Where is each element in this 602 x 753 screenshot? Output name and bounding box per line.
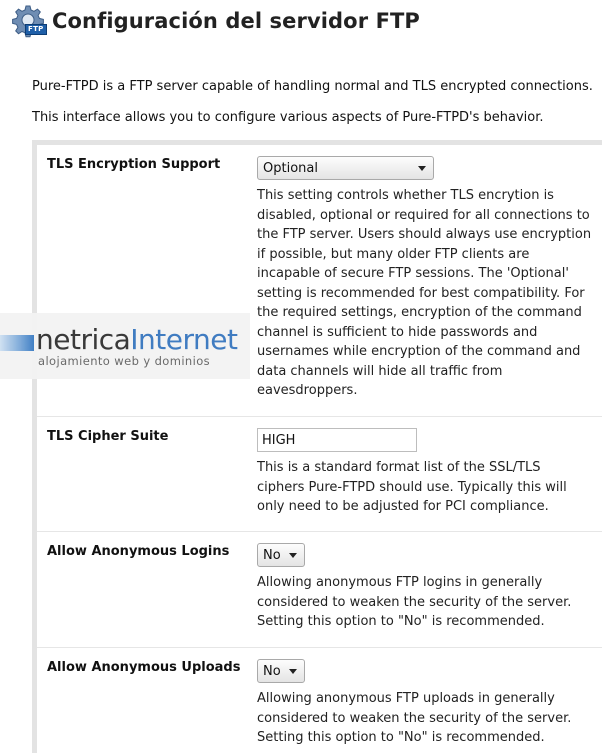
tls-encryption-select-wrap bbox=[257, 156, 434, 180]
setting-description: This is a standard format list of the SSL/TLS ciphers Pure-FTPD should use. Typically this will only need to be adjusted for PCI compliance. bbox=[257, 460, 567, 514]
tls-cipher-input[interactable] bbox=[257, 428, 417, 452]
tls-cipher-input-wrap bbox=[257, 428, 417, 452]
watermark-bar-graphic bbox=[0, 335, 34, 351]
chevron-down-icon bbox=[418, 166, 426, 171]
watermark-tagline: alojamiento web y dominios bbox=[38, 354, 211, 368]
setting-label: TLS Cipher Suite bbox=[47, 429, 169, 444]
settings-panel bbox=[32, 140, 602, 753]
setting-label: TLS Encryption Support bbox=[47, 157, 221, 172]
setting-row-tls-cipher bbox=[37, 417, 602, 532]
watermark-brand-part1: netrica bbox=[36, 323, 131, 356]
ftp-tag-label: FTP bbox=[25, 24, 47, 35]
chevron-down-icon bbox=[289, 553, 297, 558]
setting-description: Allowing anonymous FTP uploads in generally considered to weaken the security of the server. Setting this option to "No" is recommended. bbox=[257, 691, 572, 745]
anon-logins-select[interactable] bbox=[257, 543, 305, 567]
input-value: HIGH bbox=[262, 432, 296, 448]
setting-row-anon-logins bbox=[37, 532, 602, 648]
intro-text-2: This interface allows you to configure various aspects of Pure-FTPD's behavior. bbox=[32, 110, 544, 125]
setting-label: Allow Anonymous Uploads bbox=[47, 660, 241, 675]
select-value: No bbox=[263, 663, 281, 679]
setting-row-anon-uploads bbox=[37, 648, 602, 753]
tls-encryption-select[interactable] bbox=[257, 156, 434, 180]
watermark-brand-part2: Internet bbox=[130, 323, 238, 356]
page-header bbox=[10, 4, 420, 38]
setting-label: Allow Anonymous Logins bbox=[47, 544, 230, 559]
settings-table bbox=[37, 145, 602, 753]
intro-text-1: Pure-FTPD is a FTP server capable of handling normal and TLS encrypted connections. bbox=[32, 79, 593, 94]
chevron-down-icon bbox=[289, 669, 297, 674]
setting-description: This setting controls whether TLS encrytion is disabled, optional or required for all connections to the FTP server. Users should always use encryption if possible, but many older FTP clients are incapable of secure FTP sessions. The 'Optional' setting is recommended for best compatibility. For the required settings, encryption of the command channel is sufficient to hide passwords and usernames while encryption of the command and data channels will hide all traffic from eavesdroppers. bbox=[257, 188, 592, 398]
netrica-watermark bbox=[0, 313, 250, 379]
anon-uploads-select-wrap bbox=[257, 659, 305, 683]
anon-uploads-select[interactable] bbox=[257, 659, 305, 683]
watermark-logo-text bbox=[36, 323, 237, 356]
setting-description: Allowing anonymous FTP logins in generally considered to weaken the security of the server. Setting this option to "No" is recommended. bbox=[257, 575, 572, 629]
select-value: Optional bbox=[263, 160, 318, 176]
gear-ftp-icon bbox=[10, 3, 46, 39]
anon-logins-select-wrap bbox=[257, 543, 305, 567]
select-value: No bbox=[263, 547, 281, 563]
page-title: Configuración del servidor FTP bbox=[52, 9, 420, 33]
